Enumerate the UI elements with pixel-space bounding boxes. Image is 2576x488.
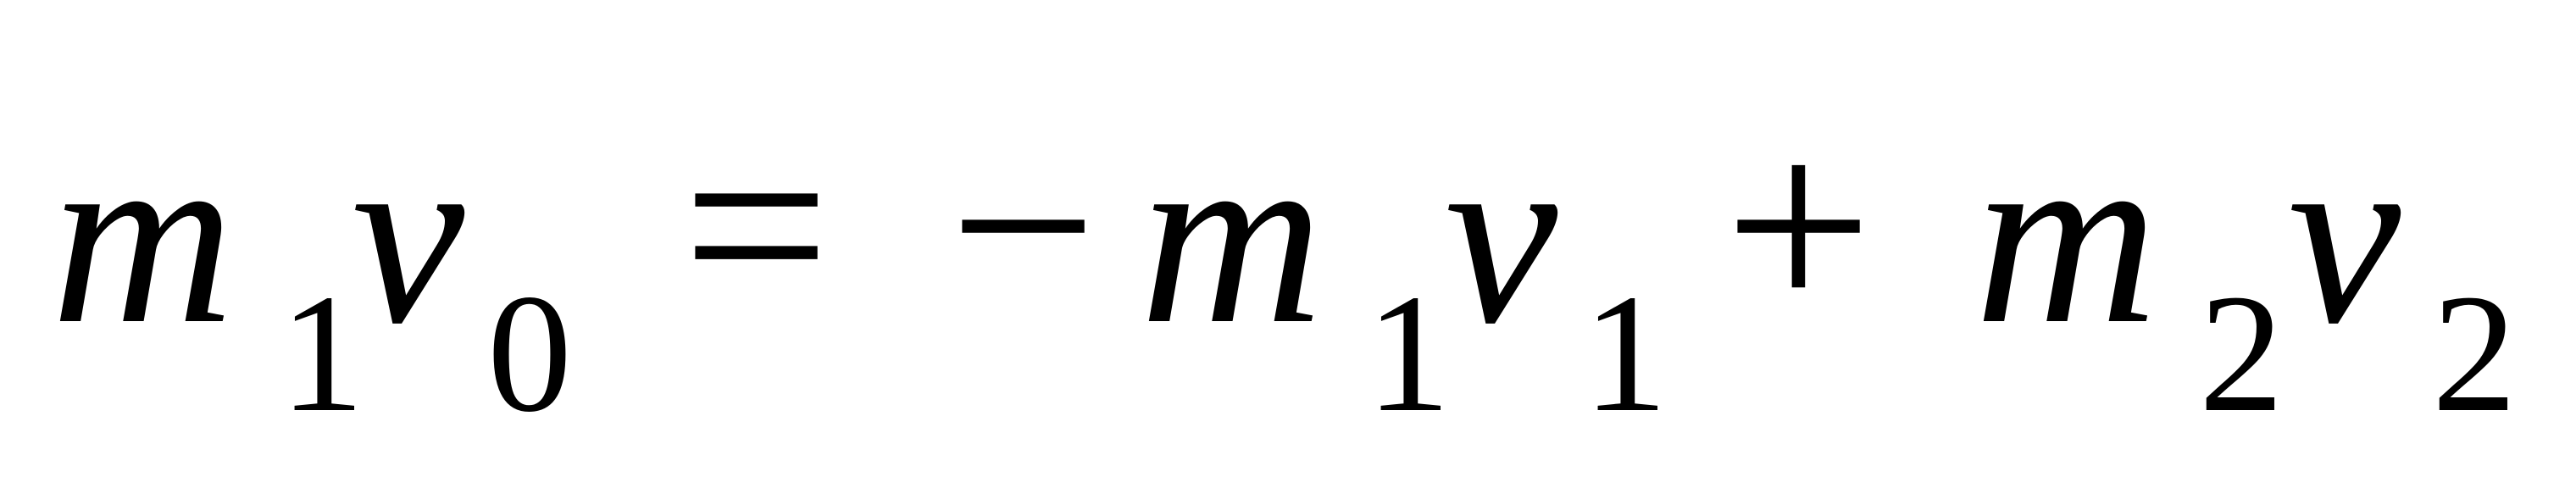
lhs-velocity-symbol: v [352,95,465,376]
equals-sign: = [682,80,830,371]
rhs-term1-velocity-symbol: v [1445,95,1558,376]
plus-sign: + [1724,80,1873,371]
rhs-term2-velocity-index: 2 [2432,260,2517,447]
rhs-term1-velocity-index: 1 [1583,260,1668,447]
minus-sign: − [949,80,1097,371]
rhs-term1-mass-index: 1 [1366,260,1451,447]
rhs-term2-mass-index: 2 [2199,260,2284,447]
lhs-mass-symbol: m [51,95,235,376]
rhs-term1-mass-symbol: m [1140,95,1324,376]
lhs-mass-index: 1 [280,260,364,447]
rhs-term2-velocity-symbol: v [2288,95,2401,376]
lhs-velocity-index: 0 [487,260,572,447]
rhs-term2-mass-symbol: m [1974,95,2158,376]
